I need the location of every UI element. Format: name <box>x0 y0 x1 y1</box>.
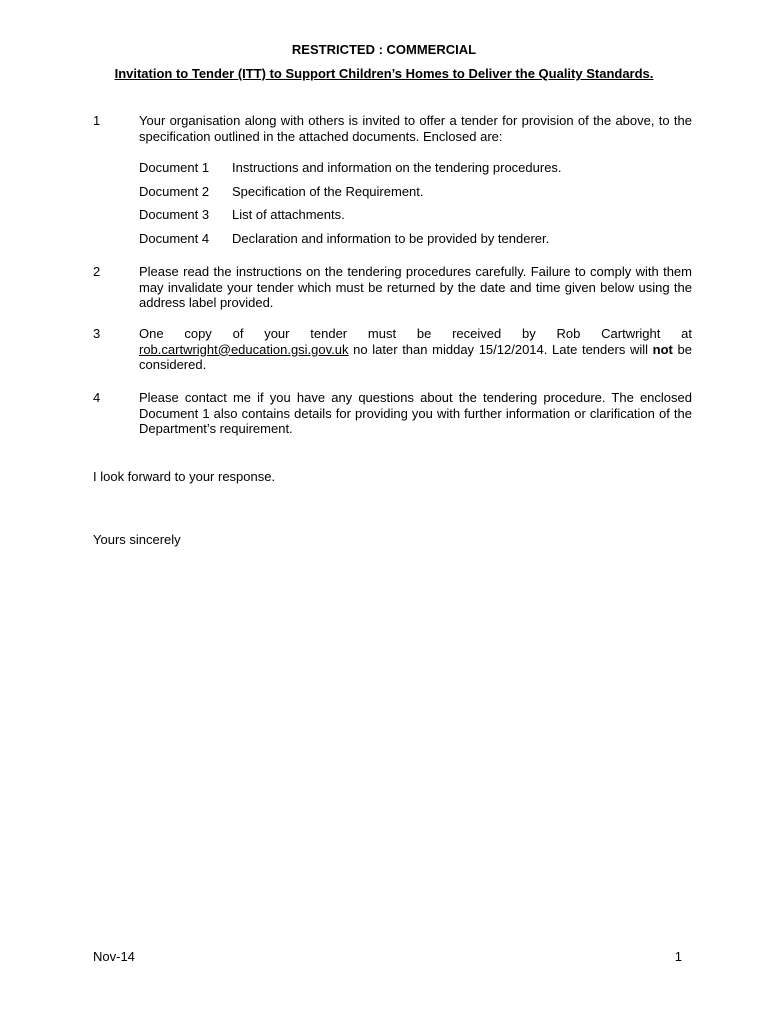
paragraph-text-segment: be considered. <box>139 341 692 373</box>
paragraph-number: 1 <box>93 113 101 128</box>
classification-marking: RESTRICTED : COMMERCIAL <box>291 42 477 57</box>
document-label: Document 2 <box>139 184 210 199</box>
paragraph-text <box>139 326 692 373</box>
document-description: Specification of the Requirement. <box>232 184 424 199</box>
document-description: Instructions and information on the tendering procedures. <box>232 160 562 175</box>
paragraph-number: 4 <box>93 390 101 405</box>
paragraph-text: Please contact me if you have any questions about the tendering procedure. The enclosed Document 1 also contains details for providing you with further information or clarification of the Department’s requirement. <box>139 390 692 437</box>
paragraph-text-segment: One copy of your tender must be received by Rob Cartwright at <box>139 326 692 341</box>
paragraph-number: 2 <box>93 264 101 279</box>
paragraph-text: Your organisation along with others is invited to offer a tender for provision of the above, to the specification outlined in the attached documents. Enclosed are: <box>139 113 692 144</box>
paragraph-number: 3 <box>93 326 101 341</box>
paragraph-text: Please read the instructions on the tendering procedures carefully. Failure to comply with them may invalidate your tender which must be returned by the date and time given below using the address label provided. <box>139 264 692 311</box>
sign-off: Yours sincerely <box>93 532 181 547</box>
document-title: Invitation to Tender (ITT) to Support Children’s Homes to Deliver the Quality Standards. <box>114 66 654 81</box>
closing-line: I look forward to your response. <box>93 469 276 484</box>
document-label: Document 4 <box>139 231 210 246</box>
document-label: Document 3 <box>139 207 210 222</box>
document-description: List of attachments. <box>232 207 345 222</box>
emphasis-text: not <box>652 341 673 357</box>
page-number: 1 <box>674 949 682 964</box>
document-description: Declaration and information to be provided by tenderer. <box>232 231 550 246</box>
paragraph-text-segment: no later than midday 15/12/2014. Late tenders will <box>348 341 653 357</box>
email-link[interactable]: rob.cartwright@education.gsi.gov.uk <box>139 341 349 357</box>
footer-date: Nov-14 <box>93 949 135 964</box>
document-label: Document 1 <box>139 160 210 175</box>
